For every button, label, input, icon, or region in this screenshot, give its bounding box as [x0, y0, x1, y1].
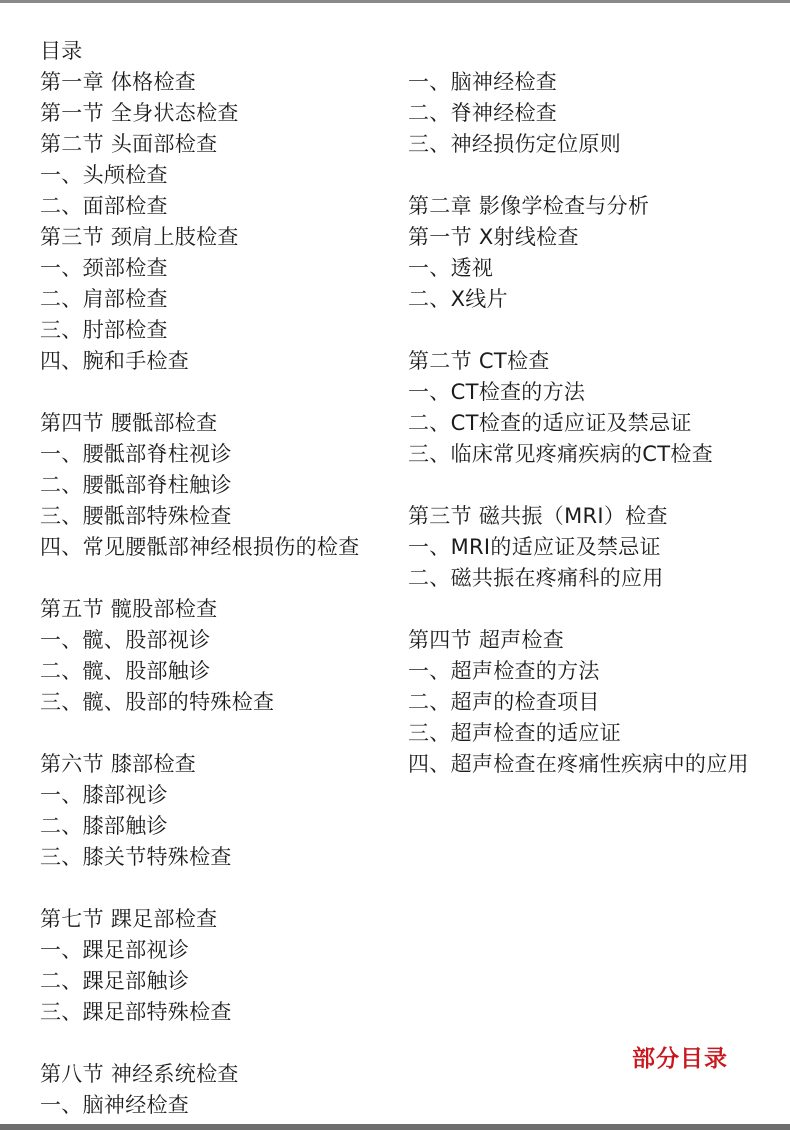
toc-entry: 二、脊神经检查 — [408, 101, 558, 125]
toc-entry: 第八节 神经系统检查 — [40, 1062, 239, 1086]
toc-entry: 第一章 体格检查 — [40, 70, 197, 94]
toc-entry: 一、腰骶部脊柱视诊 — [40, 442, 232, 466]
toc-entry: 二、肩部检查 — [40, 287, 168, 311]
toc-entry: 二、膝部触诊 — [40, 814, 168, 838]
toc-entry: 一、脑神经检查 — [408, 70, 558, 94]
toc-entry: 二、磁共振在疼痛科的应用 — [408, 566, 664, 590]
toc-entry: 二、超声的检查项目 — [408, 690, 600, 714]
toc-entry: 一、透视 — [408, 256, 494, 280]
toc-entry: 第三节 磁共振（MRI）检查 — [408, 504, 668, 528]
toc-entry: 二、腰骶部脊柱触诊 — [40, 473, 232, 497]
toc-spacer — [40, 377, 400, 408]
toc-entry: 四、超声检查在疼痛性疾病中的应用 — [408, 752, 749, 776]
toc-entry: 第一节 X射线检查 — [408, 225, 579, 249]
toc-entry: 二、CT检查的适应证及禁忌证 — [408, 411, 692, 435]
toc-spacer — [40, 873, 400, 904]
toc-entry: 三、临床常见疼痛疾病的CT检查 — [408, 442, 713, 466]
toc-spacer — [40, 563, 400, 594]
toc-entry: 第一节 全身状态检查 — [40, 101, 239, 125]
toc-left-list — [40, 67, 400, 1121]
toc-entry: 第四节 超声检查 — [408, 628, 565, 652]
toc-spacer — [408, 470, 790, 501]
toc-entry: 三、肘部检查 — [40, 318, 168, 342]
toc-entry: 四、腕和手检查 — [40, 349, 190, 373]
toc-right-list — [408, 67, 790, 780]
toc-entry: 第四节 腰骶部检查 — [40, 411, 218, 435]
toc-entry: 一、髋、股部视诊 — [40, 628, 211, 652]
toc-entry: 第二节 头面部检查 — [40, 132, 218, 156]
toc-entry: 二、髋、股部触诊 — [40, 659, 211, 683]
toc-title: 目录 — [40, 39, 83, 63]
toc-entry: 三、神经损伤定位原则 — [408, 132, 621, 156]
toc-entry: 一、颈部检查 — [40, 256, 168, 280]
toc-entry: 一、MRI的适应证及禁忌证 — [408, 535, 661, 559]
toc-entry: 二、面部检查 — [40, 194, 168, 218]
toc-entry: 一、超声检查的方法 — [408, 659, 600, 683]
toc-entry: 一、CT检查的方法 — [408, 380, 586, 404]
toc-entry: 第七节 踝足部检查 — [40, 907, 218, 931]
toc-entry: 三、超声检查的适应证 — [408, 721, 621, 745]
toc-entry: 一、膝部视诊 — [40, 783, 168, 807]
toc-entry: 第三节 颈肩上肢检查 — [40, 225, 239, 249]
toc-entry: 第二节 CT检查 — [408, 349, 550, 373]
bottom-border — [0, 1124, 790, 1130]
toc-spacer — [40, 718, 400, 749]
toc-entry: 三、膝关节特殊检查 — [40, 845, 232, 869]
toc-entry: 一、头颅检查 — [40, 163, 168, 187]
toc-entry: 三、腰骶部特殊检查 — [40, 504, 232, 528]
toc-entry: 第二章 影像学检查与分析 — [408, 194, 650, 218]
partial-toc-stamp: 部分目录 — [632, 1046, 728, 1072]
toc-spacer — [408, 594, 790, 625]
toc-spacer — [408, 160, 790, 191]
toc-entry: 二、踝足部触诊 — [40, 969, 190, 993]
toc-entry: 一、脑神经检查 — [40, 1093, 190, 1117]
toc-entry: 第五节 髋股部检查 — [40, 597, 218, 621]
toc-spacer — [40, 1028, 400, 1059]
toc-entry: 三、踝足部特殊检查 — [40, 1000, 232, 1024]
toc-spacer — [408, 315, 790, 346]
toc-entry: 四、常见腰骶部神经根损伤的检查 — [40, 535, 360, 559]
toc-left-column — [40, 36, 400, 1121]
toc-entry: 三、髋、股部的特殊检查 — [40, 690, 275, 714]
top-border — [0, 0, 790, 3]
toc-entry: 第六节 膝部检查 — [40, 752, 197, 776]
toc-right-column — [408, 67, 790, 780]
toc-entry: 二、X线片 — [408, 287, 508, 311]
toc-entry: 一、踝足部视诊 — [40, 938, 190, 962]
